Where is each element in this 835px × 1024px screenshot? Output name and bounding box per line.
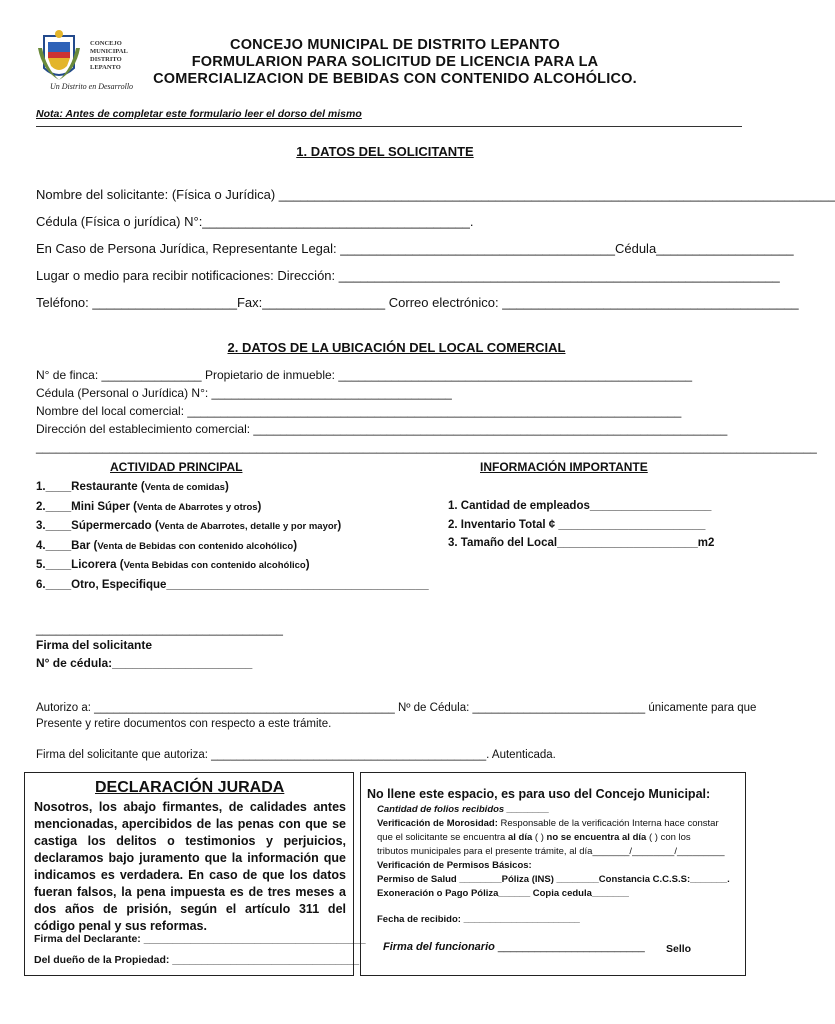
logo-text-line: LEPANTO	[90, 64, 121, 71]
autorizo-line2: Presente y retire documentos con respecto a este trámite.	[36, 718, 332, 730]
firma-autoriza-field[interactable]: Firma del solicitante que autoriza: ___________________________________________. Autenticada.	[36, 749, 556, 761]
cedula-solicitante-field[interactable]: Cédula (Física o jurídica) N°:_____________________________________.	[36, 214, 474, 229]
morosidad-text: Responsable de la verificación Interna hace constar	[497, 818, 719, 829]
nombre-local-field[interactable]: Nombre del local comercial: __________________________________________________________________________	[36, 404, 682, 418]
firma-funcionario-label: Firma del funcionario	[383, 941, 495, 953]
direccion-notificaciones-field[interactable]: Lugar o medio para recibir notificaciones: Dirección: _____________________________________________________________	[36, 268, 780, 283]
actividad-option[interactable]: 4.____Bar (Venta de Bebidas con contenido alcohólico)	[36, 539, 298, 552]
logo-text-line: MUNICIPAL	[90, 48, 128, 55]
uso-municipal-title: No llene este espacio, es para uso del Concejo Municipal:	[367, 787, 711, 801]
morosidad-label: Verificación de Morosidad:	[377, 818, 498, 829]
logo-slogan: Un Distrito en Desarrollo	[50, 82, 134, 91]
numero-cedula-field[interactable]: N° de cédula:_____________________	[36, 656, 253, 670]
header-line: FORMULARION PARA SOLICITUD DE LICENCIA PARA LA	[191, 54, 599, 70]
firma-funcionario-line[interactable]: ________________________	[494, 941, 645, 953]
actividad-title: ACTIVIDAD PRINCIPAL	[110, 460, 243, 474]
cantidad-empleados-field[interactable]: 1. Cantidad de empleados___________________	[448, 500, 712, 512]
firma-solicitante-label: Firma del solicitante	[36, 638, 153, 652]
finca-field[interactable]: N° de finca: _______________ Propietario de inmueble: _____________________________________________________	[36, 368, 693, 382]
declaracion-title: DECLARACIÓN JURADA	[95, 779, 285, 796]
actividad-option[interactable]: 3.____Súpermercado (Venta de Abarrotes, detalle y por mayor)	[36, 520, 342, 532]
form-note: Nota: Antes de completar este formulario leer el dorso del mismo	[36, 108, 362, 120]
representante-legal-field[interactable]: En Caso de Persona Jurídica, Representante Legal: ______________________________________Cédula___________________	[36, 241, 794, 256]
telefono-fax-correo-field[interactable]: Teléfono: ____________________Fax:_________________ Correo electrónico: _________________________________________	[36, 295, 799, 310]
uso-municipal-box	[360, 772, 746, 976]
uso-municipal-content	[377, 803, 730, 927]
declaracion-jurada-box	[24, 772, 366, 976]
tributos-fecha-field[interactable]: tributos municipales para el presente trámite, al día_______/________/_________	[377, 846, 725, 857]
concejo-logo	[34, 28, 134, 96]
logo-text-line: DISTRITO	[90, 56, 122, 63]
firma-funcionario-row	[383, 941, 645, 953]
direccion-establecimiento-field[interactable]: Dirección del establecimiento comercial: _______________________________________________________________________	[36, 422, 728, 436]
al-dia-checkbox[interactable]: ( )	[532, 832, 547, 843]
tamano-local-field[interactable]: 3. Tamaño del Local______________________m2	[448, 537, 715, 549]
form-header	[150, 37, 640, 88]
sello-label: Sello	[666, 943, 692, 955]
header-line: CONCEJO MUNICIPAL DE DISTRITO LEPANTO	[230, 37, 560, 53]
firma-solicitante-line[interactable]: _____________________________________	[36, 622, 283, 636]
header-divider	[36, 126, 742, 127]
declaracion-text: Nosotros, los abajo firmantes, de calidades antes mencionadas, apercibidos de las penas con que se castiga los delitos o testimonios y perjuicios, declaramos bajo juramento que la información que indicamos es verdadera. En caso de que los datos fueran falsos, la pena impuesta es de tres meses a dos años de prisión, según el artículo 311 del código penal y sus reformas.	[34, 800, 346, 933]
inventario-total-field[interactable]: 2. Inventario Total ¢ _______________________	[448, 518, 706, 531]
actividad-option[interactable]: 5.____Licorera (Venta Bebidas con contenido alcohólico)	[36, 559, 310, 571]
permisos-label: Verificación de Permisos Básicos:	[377, 860, 532, 871]
permisos-field[interactable]: Permiso de Salud ________Póliza (INS) ________Constancia C.C.S.S:_______.	[377, 874, 730, 885]
no-al-dia-checkbox[interactable]: ( ) con los	[646, 832, 691, 843]
logo-text-line: CONCEJO	[90, 40, 122, 47]
informacion-title: INFORMACIÓN IMPORTANTE	[480, 460, 648, 474]
autorizo-field[interactable]: Autorizo a: _______________________________________________ Nº de Cédula: ___________________________ únicamente para que	[36, 702, 757, 714]
actividad-list	[36, 478, 429, 594]
section1-title: 1. DATOS DEL SOLICITANTE	[296, 144, 474, 159]
section2-title: 2. DATOS DE LA UBICACIÓN DEL LOCAL COMERCIAL	[227, 340, 566, 355]
actividad-option[interactable]: 2.____Mini Súper (Venta de Abarrotes y otros)	[36, 500, 262, 513]
cedula-propietario-field[interactable]: Cédula (Personal o Jurídica) N°: ____________________________________	[36, 386, 452, 400]
header-line: COMERCIALIZACION DE BEBIDAS CON CONTENIDO ALCOHÓLICO.	[153, 71, 637, 87]
fecha-recibido-field[interactable]: Fecha de recibido: ______________________	[377, 914, 580, 925]
actividad-option[interactable]: 1.____Restaurante (Venta de comidas)	[36, 481, 229, 493]
nombre-solicitante-field[interactable]: Nombre del solicitante: (Física o Jurídica) _____________________________________________________________________________	[36, 187, 835, 202]
exoneracion-field[interactable]: Exoneración o Pago Póliza______ Copia cedula_______	[377, 888, 629, 899]
informacion-list	[448, 497, 714, 553]
firma-declarante-field[interactable]: Firma del Declarante: ______________________________________	[34, 933, 366, 945]
cantidad-folios-field[interactable]: Cantidad de folios recibidos ________	[377, 804, 550, 815]
direccion-continuation-field[interactable]: _____________________________________________________________________________________________________________________	[36, 440, 817, 454]
actividad-option[interactable]: 6.____Otro, Especifique_________________________________________	[36, 578, 429, 591]
morosidad-status-row: que el solicitante se encuentra al día ( ) no se encuentra al día ( ) con los	[377, 832, 691, 843]
dueno-propiedad-field[interactable]: Del dueño de la Propiedad: ________________________________	[34, 954, 360, 966]
